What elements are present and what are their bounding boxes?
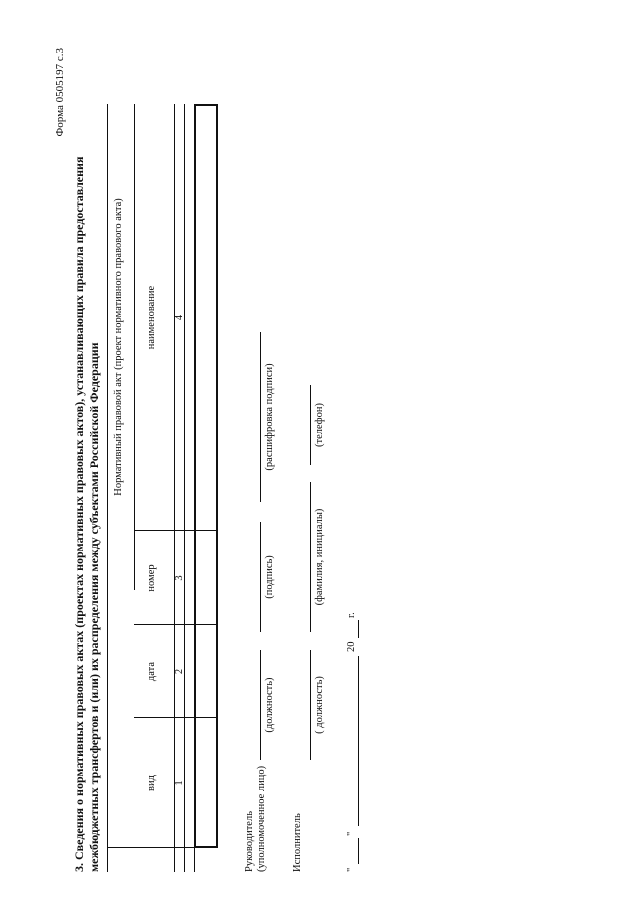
col-header-naimenovanie: наименование — [146, 285, 157, 350]
date-year-suffix: г. — [346, 612, 357, 618]
form-code: Форма 0505197 с.3 — [54, 48, 66, 137]
executor-phone-line[interactable] — [310, 385, 311, 465]
col-header-data: дата — [146, 661, 157, 682]
table-bottom-frame — [194, 104, 218, 848]
date-month-line[interactable] — [358, 656, 359, 826]
group-header-bottom — [134, 104, 135, 590]
col-number-1: 1 — [174, 780, 185, 786]
col-header-nomer: номер — [146, 564, 157, 592]
col-header-vid: вид — [146, 775, 157, 791]
date-year-prefix: 20 — [346, 641, 357, 652]
executor-name-caption: (фамилия, инициалы) — [314, 508, 325, 606]
head-signature-line[interactable] — [260, 522, 261, 632]
date-quote-open: " — [346, 867, 357, 872]
executor-position-caption: ( должность) — [314, 676, 325, 734]
group-header: Нормативный правовой акт (проект нормативного правового акта) — [113, 198, 124, 496]
col-number-3: 3 — [174, 575, 185, 581]
head-label: Руководитель — [244, 811, 255, 872]
head-label-sub: (уполномоченное лицо) — [256, 765, 267, 872]
head-decoding-caption: (расшифровка подписи) — [264, 363, 275, 471]
col-number-4: 4 — [174, 314, 185, 321]
col-number-2: 2 — [174, 668, 185, 675]
executor-name-line[interactable] — [310, 482, 311, 632]
head-position-caption: (должность) — [264, 677, 275, 733]
executor-position-line[interactable] — [310, 650, 311, 760]
head-position-line[interactable] — [260, 650, 261, 760]
section-title: 3. Сведения о нормативных правовых актах (проектах нормативных правовых актов), устанавливающих правила предоставления межбюджетных трансфертов и (или) их распределения между субъектами Российской Федерации — [72, 156, 101, 872]
executor-label: Исполнитель — [292, 813, 303, 872]
date-year-line[interactable] — [358, 620, 359, 638]
date-day-line[interactable] — [358, 838, 359, 864]
head-decoding-line[interactable] — [260, 332, 261, 502]
table-top-border — [107, 104, 108, 872]
date-quote-close: " — [346, 831, 357, 836]
rotated-form — [48, 40, 623, 880]
head-signature-caption: (подпись) — [264, 555, 275, 599]
executor-phone-caption: (телефон) — [314, 403, 325, 447]
